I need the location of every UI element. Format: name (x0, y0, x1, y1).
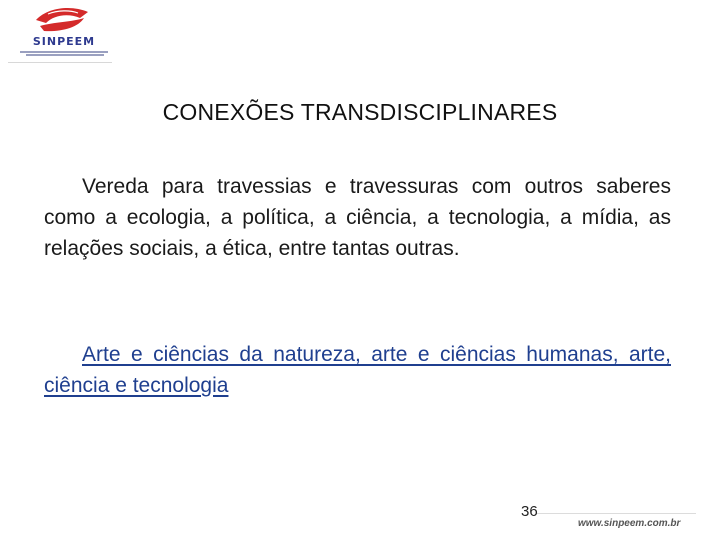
logo-text: SINPEEM (32, 35, 96, 48)
page-number: 36 (521, 503, 538, 520)
logo-tagline-lines (20, 50, 108, 58)
footer-url: www.sinpeem.com.br (578, 518, 681, 529)
footer-divider (536, 513, 696, 514)
body-paragraph: Vereda para travessias e travessuras com outros saberes como a ecologia, a política, a ciência, a tecnologia, a mídia, as relações sociais, a ética, entre tantas outras. (44, 175, 671, 260)
disciplines-link[interactable]: Arte e ciências da natureza, arte e ciências humanas, arte, ciência e tecnologia (44, 343, 671, 397)
links-paragraph[interactable] (44, 339, 671, 401)
slide-title: CONEXÕES TRANSDISCIPLINARES (162, 99, 558, 125)
logo-divider (8, 62, 112, 63)
